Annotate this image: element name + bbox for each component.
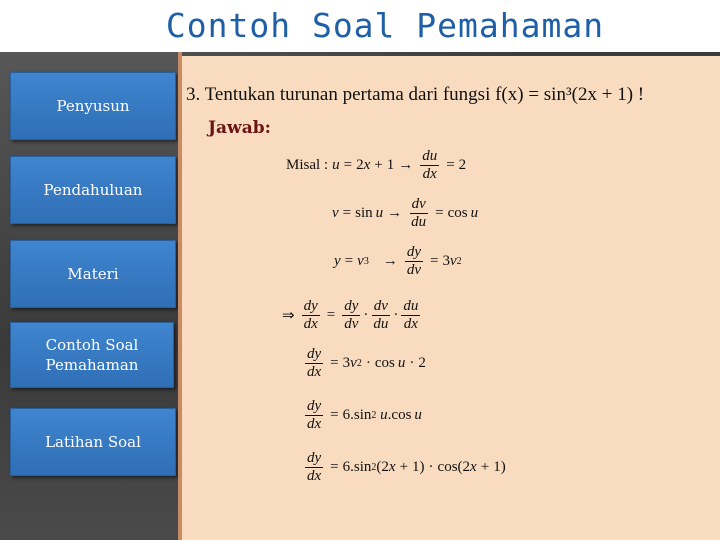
derivation-line-1: Misal : u = 2 x + 1 → $\frac{du}{dx}$ = 2 [286,148,467,182]
nav-button-materi[interactable]: Materi [10,240,176,308]
misal-label: Misal : [286,157,329,173]
derivation-line-5: $\frac{dy}{dx}$ = 3 v 2 · cos u · 2 [307,346,426,380]
derivation-line-6: $\frac{dy}{dx}$ = 6.sin 2 u .cos u [307,398,422,432]
derivation-line-4: ⇒ $\frac{dy}{dx}$ = $\frac{dy}{dv}$ · $\frac{dv}{du}$ · $\frac{du}{dx}$ [282,298,419,332]
nav-button-pendahuluan[interactable]: Pendahuluan [10,156,176,224]
content-panel [182,56,720,540]
derivation-line-7: $\frac{dy}{dx}$ = 6.sin 2 (2 x + 1) · cos(2 x + 1) [307,450,506,484]
page-title: Contoh Soal Pemahaman [165,6,605,45]
nav-button-contoh-soal[interactable]: Contoh Soal Pemahaman [10,322,174,388]
derivation-line-2: v = sin u → $\frac{dv}{du}$ = cos u [332,196,479,230]
answer-label: Jawab: [208,118,271,138]
nav-button-latihan-soal[interactable]: Latihan Soal [10,408,176,476]
question-text: 3. Tentukan turunan pertama dari fungsi f(x) = sin³(2x + 1) ! [186,84,645,105]
nav-button-penyusun[interactable]: Penyusun [10,72,176,140]
derivation-line-3: y = v 3 → $\frac{dy}{dv}$ = 3 v 2 [334,244,462,278]
